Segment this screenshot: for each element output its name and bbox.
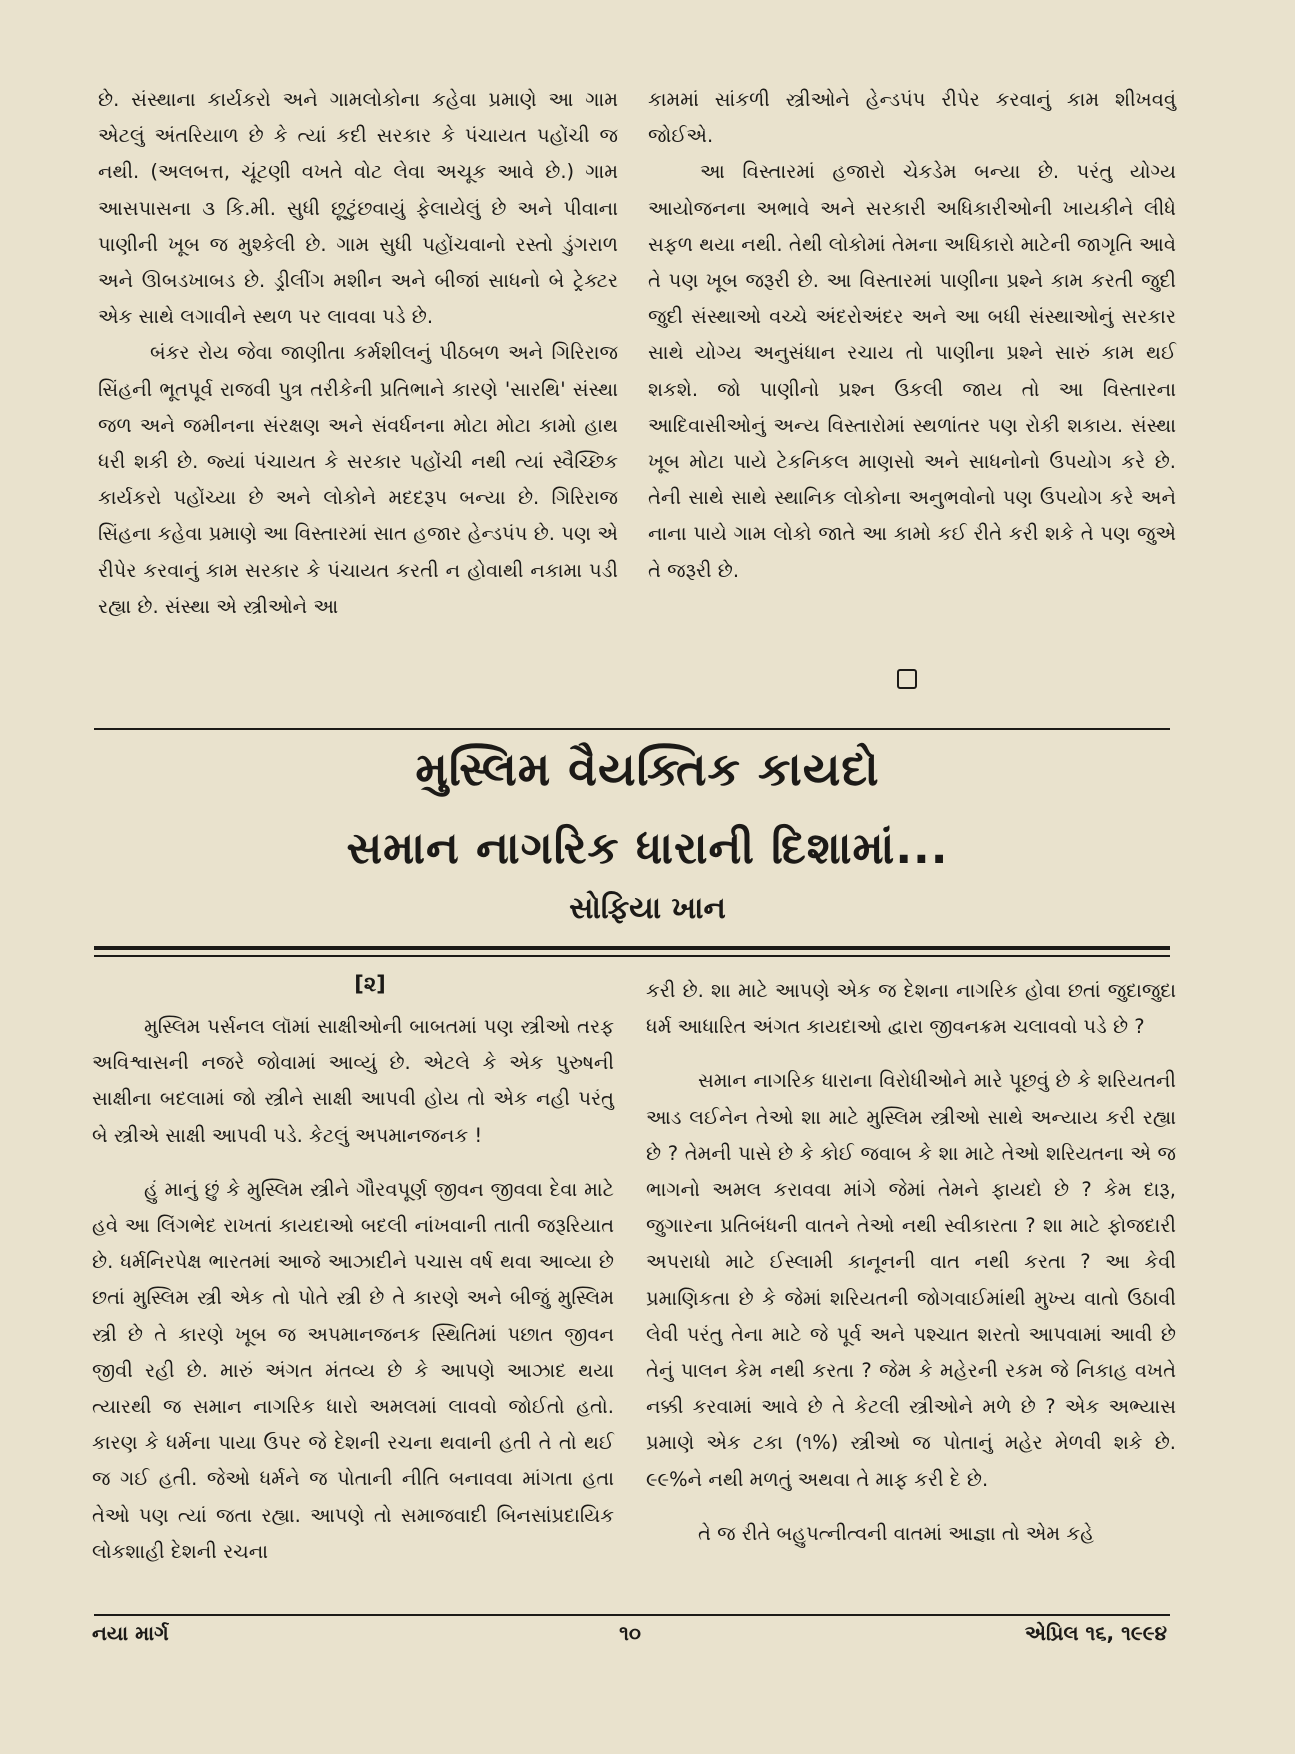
article-left-column — [92, 973, 614, 1570]
article-subtitle: સમાન નાગરિક ધારાની દિશામાં... — [346, 823, 949, 874]
issue-date: એપ્રિલ ૧૬, ૧૯૯૪ — [1024, 1621, 1167, 1645]
paragraph: સમાન નાગરિક ધારાના વિરોધીઓને મારે પૂછવું છે કે શરિયતની આડ લઈનેન તેઓ શા માટે મુસ્લિમ સ્ત્રીઓ સાથે અન્યાય કરી રહ્યા છે ? તેમની પાસે છે કે કોઈ જવાબ કે શા માટે તેઓ શરિયતના એ જ ભાગનો અમલ કરાવવા માંગે જેમાં તેમને ફાયદો છે ? કેમ દારૂ, જુગારના પ્રતિબંધની વાતને તેઓ નથી સ્વીકારતા ? શા માટે ફોજદારી અપરાધો માટે ઈસ્લામી કાનૂનની વાત નથી કરતા ? આ કેવી પ્રમાણિકતા છે કે જેમાં શરિયતની જોગવાઈમાંથી મુખ્ય વાતો ઉઠાવી લેવી પરંતુ તેના માટે જે પૂર્વ અને પશ્ચાત શરતો આપવામાં આવી છે તેનું પાલન કેમ નથી કરતા ? જેમ કે મહેરની રકમ જે નિકાહ વખતે નક્કી કરવામાં આવે છે તે કેટલી સ્ત્રીઓને મળે છે ? એક અભ્યાસ પ્રમાણે એક ટકા (૧%) સ્ત્રીઓ જ પોતાનું મહેર મેળવી શકે છે. ૯૯%ને નથી મળતું અથવા તે માફ કરી દે છે. — [646, 1069, 1176, 1491]
paragraph: છે. સંસ્થાના કાર્યકરો અને ગામલોકોના કહેવા પ્રમાણે આ ગામ એટલું અંતરિયાળ છે કે ત્યાં કદી સરકાર કે પંચાયત પહોંચી જ નથી. (અલબત્ત, ચૂંટણી વખતે વોટ લેવા અચૂક આવે છે.) ગામ આસપાસના ૩ કિ.મી. સુધી છૂટુંછવાયું ફેલાયેલું છે અને પીવાના પાણીની ખૂબ જ મુશ્કેલી છે. ગામ સુધી પહોંચવાનો રસ્તો ડુંગરાળ અને ઊબડખાબડ છે. ડ્રીલીંગ મશીન અને બીજાં સાધનો બે ટ્રેક્ટર એક સાથે લગાવીને સ્થળ પર લાવવા પડે છે. — [98, 88, 618, 329]
title-divider-thick — [94, 946, 1170, 950]
top-article-left-column — [98, 82, 618, 625]
title-divider-thin — [94, 955, 1170, 957]
section-divider — [94, 728, 1170, 730]
publication-name: નયા માર્ગ — [92, 1621, 169, 1645]
article-end-mark — [897, 669, 917, 689]
footer-rule — [94, 1614, 1170, 1616]
author-byline: સોફિયા ખાન — [569, 891, 726, 926]
article-title: મુસ્લિમ વૈયક્તિક કાયદો — [415, 742, 880, 796]
paragraph: આ વિસ્તારમાં હજારો ચેકડેમ બન્યા છે. પરંતુ યોગ્ય આયોજનના અભાવે અને સરકારી અધિકારીઓની ખાયકીને લીધે સફળ થયા નથી. તેથી લોકોમાં તેમના અધિકારો માટેની જાગૃતિ આવે તે પણ ખૂબ જરૂરી છે. આ વિસ્તારમાં પાણીના પ્રશ્ને કામ કરતી જુદી જુદી સંસ્થાઓ વચ્ચે અંદરોઅંદર અને આ બધી સંસ્થાઓનું સરકાર સાથે યોગ્ય અનુસંધાન રચાય તો પાણીના પ્રશ્ને સારું કામ થઈ શકશે. જો પાણીનો પ્રશ્ન ઉકલી જાય તો આ વિસ્તારના આદિવાસીઓનું અન્ય વિસ્તારોમાં સ્થળાંતર પણ રોકી શકાય. સંસ્થા ખૂબ મોટા પાયે ટેકનિકલ માણસો અને સાધનોનો ઉપયોગ કરે છે. તેની સાથે સાથે સ્થાનિક લોકોના અનુભવોનો પણ ઉપયોગ કરે અને નાના પાયે ગામ લોકો જાતે આ કામો કઈ રીતે કરી શકે તે પણ જુએ તે જરૂરી છે. — [648, 160, 1176, 582]
paragraph: બંકર રોય જેવા જાણીતા કર્મશીલનું પીઠબળ અને ગિરિરાજ સિંહની ભૂતપૂર્વ રાજવી પુત્ર તરીકેની પ્રતિભાને કારણે 'સારથિ' સંસ્થા જળ અને જમીનના સંરક્ષણ અને સંવર્ધનના મોટા મોટા કામો હાથ ધરી શકી છે. જ્યાં પંચાયત કે સરકાર પહોંચી નથી ત્યાં સ્વૈચ્છિક કાર્યકરો પહોંચ્યા છે અને લોકોને મદદરૂપ બન્યા છે. ગિરિરાજ સિંહના કહેવા પ્રમાણે આ વિસ્તારમાં સાત હજાર હેન્ડપંપ છે. પણ એ રીપેર કરવાનું કામ સરકાર કે પંચાયત કરતી ન હોવાથી નકામા પડી રહ્યા છે. સંસ્થા એ સ્ત્રીઓને આ — [98, 341, 618, 618]
paragraph: તે જ રીતે બહુપત્નીત્વની વાતમાં આજ્ઞા તો એમ કહે — [698, 1521, 1094, 1545]
paragraph: મુસ્લિમ પર્સનલ લૉમાં સાક્ષીઓની બાબતમાં પણ સ્ત્રીઓ તરફ અવિશ્વાસની નજરે જોવામાં આવ્યું છે. એટલે કે એક પુરુષની સાક્ષીના બદલામાં જો સ્ત્રીને સાક્ષી આપવી હોય તો એક નહી પરંતુ બે સ્ત્રીએ સાક્ષી આપવી પડે. કેટલું અપમાનજનક ! — [92, 1015, 614, 1147]
page-number: ૧૦ — [619, 1621, 641, 1645]
article-right-column — [646, 973, 1176, 1552]
paragraph: કરી છે. શા માટે આપણે એક જ દેશના નાગરિક હોવા છતાં જુદાજુદા ધર્મ આધારિત અંગત કાયદાઓ દ્વારા જીવનક્રમ ચલાવવો પડે છે ? — [646, 979, 1176, 1039]
top-article-right-column — [648, 82, 1176, 589]
paragraph: હું માનું છું કે મુસ્લિમ સ્ત્રીને ગૌરવપૂર્ણ જીવન જીવવા દેવા માટે હવે આ લિંગભેદ રાખતાં કાયદાઓ બદલી નાંખવાની તાતી જરૂરિયાત છે. ધર્મનિરપેક્ષ ભારતમાં આજે આઝાદીને પચાસ વર્ષ થવા આવ્યા છે છતાં મુસ્લિમ સ્ત્રી એક તો પોતે સ્ત્રી છે તે કારણે અને બીજું મુસ્લિમ સ્ત્રી છે તે કારણે ખૂબ જ અપમાનજનક સ્થિતિમાં પછાત જીવન જીવી રહી છે. મારું અંગત મંતવ્ય છે કે આપણે આઝાદ થયા ત્યારથી જ સમાન નાગરિક ધારો અમલમાં લાવવો જોઈતો હતો. કારણ કે ધર્મના પાયા ઉપર જે દેશની રચના થવાની હતી તે તો થઈ જ ગઈ હતી. જેઓ ધર્મને જ પોતાની નીતિ બનાવવા માંગતા હતા તેઓ પણ ત્યાં જતા રહ્યા. આપણે તો સમાજવાદી બિનસાંપ્રદાયિક લોકશાહી દેશની રચના — [92, 1177, 614, 1563]
paragraph: કામમાં સાંકળી સ્ત્રીઓને હેન્ડપંપ રીપેર કરવાનું કામ શીખવવું જોઈએ. — [648, 88, 1176, 148]
part-number: [૨] — [354, 972, 386, 996]
